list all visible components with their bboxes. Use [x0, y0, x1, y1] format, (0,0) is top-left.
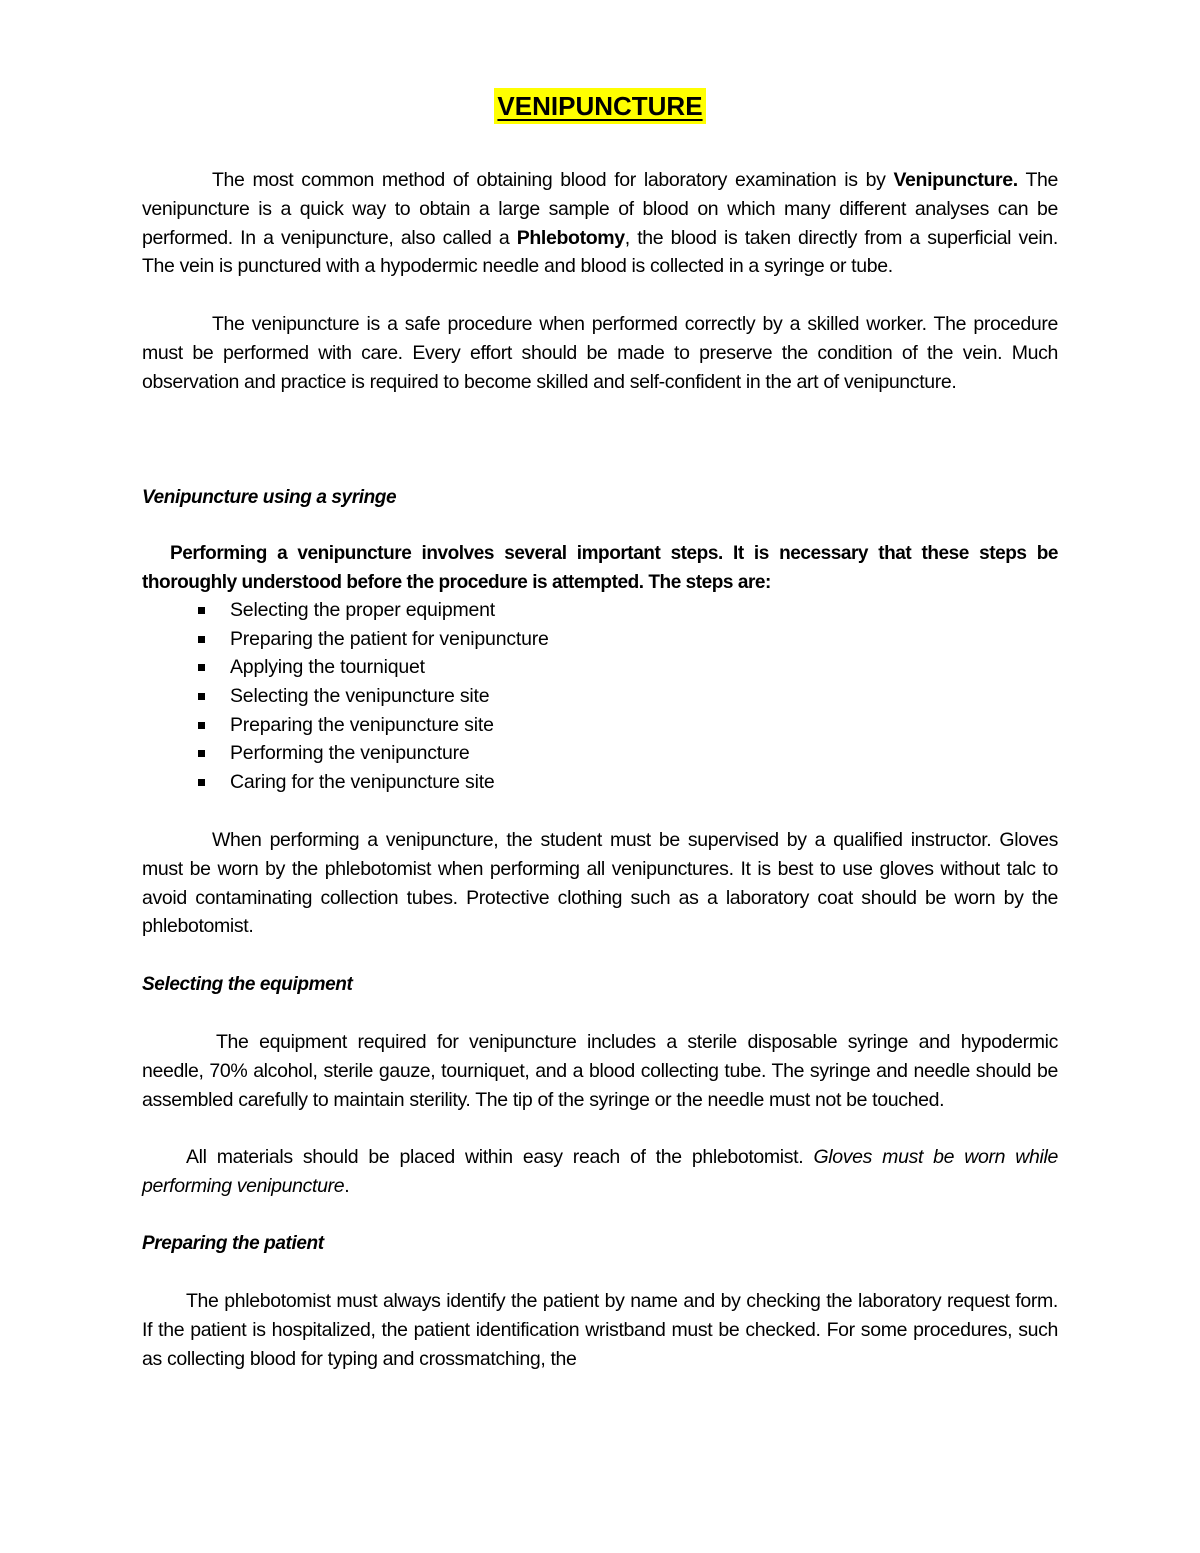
intro-text: The most common method of obtaining blood for laboratory examination is by: [212, 169, 894, 191]
equipment-paragraph-2: [142, 1143, 1058, 1201]
intro-text: The venipuncture is a quick way to obtain a large sample of blood on which many different analyses can be performed. In a venipuncture, also called a: [142, 169, 1058, 249]
step-label: Selecting the venipuncture site: [230, 685, 490, 708]
term-venipuncture: Venipuncture.: [893, 169, 1018, 191]
intro-paragraph-1: [142, 166, 1058, 281]
square-bullet-icon: [198, 607, 205, 614]
list-item: [142, 596, 549, 625]
square-bullet-icon: [198, 722, 205, 729]
step-label: Applying the tourniquet: [230, 656, 425, 679]
gloves-note: Gloves must be worn while performing venipuncture: [142, 1146, 1058, 1197]
step-label: Selecting the proper equipment: [230, 599, 496, 621]
intro-paragraph-2: The venipuncture is a safe procedure when performed correctly by a skilled worker. The procedure must be performed with care. Every effort should be made to preserve the condition of the vein. Much observation and practice is required to become skilled and self-confident in the art of venipuncture.: [142, 313, 1058, 393]
heading-preparing-patient: Preparing the patient: [142, 1233, 324, 1254]
title-container: [142, 88, 1058, 124]
equipment-text: All materials should be placed within easy reach of the phlebotomist.: [186, 1146, 814, 1168]
square-bullet-icon: [198, 664, 205, 671]
steps-lead-paragraph: Performing a venipuncture involves several important steps. It is necessary that these steps be thoroughly understood before the procedure is attempted. The steps are:: [142, 543, 1058, 593]
step-label: Caring for the venipuncture site: [230, 771, 495, 794]
square-bullet-icon: [198, 636, 205, 643]
square-bullet-icon: [198, 750, 205, 757]
heading-venipuncture-syringe: Venipuncture using a syringe: [142, 487, 397, 508]
page-title: VENIPUNCTURE: [494, 88, 705, 124]
list-item: [142, 653, 549, 682]
list-item: [142, 768, 549, 797]
supervision-paragraph: When performing a venipuncture, the student must be supervised by a qualified instructor. Gloves must be worn by the phlebotomist when performing all venipunctures. It is best to use gloves without talc to avoid contaminating collection tubes. Protective clothing such as a laboratory coat should be worn by the phlebotomist.: [142, 829, 1058, 938]
intro-text: , the blood is taken directly from a superficial vein. The vein is punctured with a hypodermic needle and blood is collected in a syringe or tube.: [142, 226, 1058, 278]
equipment-paragraph-1: The equipment required for venipuncture includes a sterile disposable syringe and hypodermic needle, 70% alcohol, sterile gauze, tourniquet, and a blood collecting tube. The syringe and needle should be assembled carefully to maintain sterility. The tip of the syringe or the needle must not be touched.: [142, 1031, 1058, 1111]
list-item: [142, 682, 549, 711]
steps-list: [142, 596, 549, 797]
list-item: [142, 739, 549, 768]
step-label: Preparing the patient for venipuncture: [230, 627, 549, 650]
list-item: [142, 625, 549, 654]
equipment-text: .: [344, 1174, 350, 1197]
step-label: Performing the venipuncture: [230, 742, 470, 765]
term-phlebotomy: Phlebotomy: [516, 226, 625, 249]
square-bullet-icon: [198, 693, 205, 700]
square-bullet-icon: [198, 779, 205, 786]
list-item: [142, 711, 549, 740]
step-label: Preparing the venipuncture site: [230, 713, 494, 736]
heading-selecting-equipment: Selecting the equipment: [142, 974, 353, 995]
patient-paragraph-1: The phlebotomist must always identify the patient by name and by checking the laboratory request form. If the patient is hospitalized, the patient identification wristband must be checked. For some procedures, such as collecting blood for typing and crossmatching, the: [142, 1290, 1058, 1370]
